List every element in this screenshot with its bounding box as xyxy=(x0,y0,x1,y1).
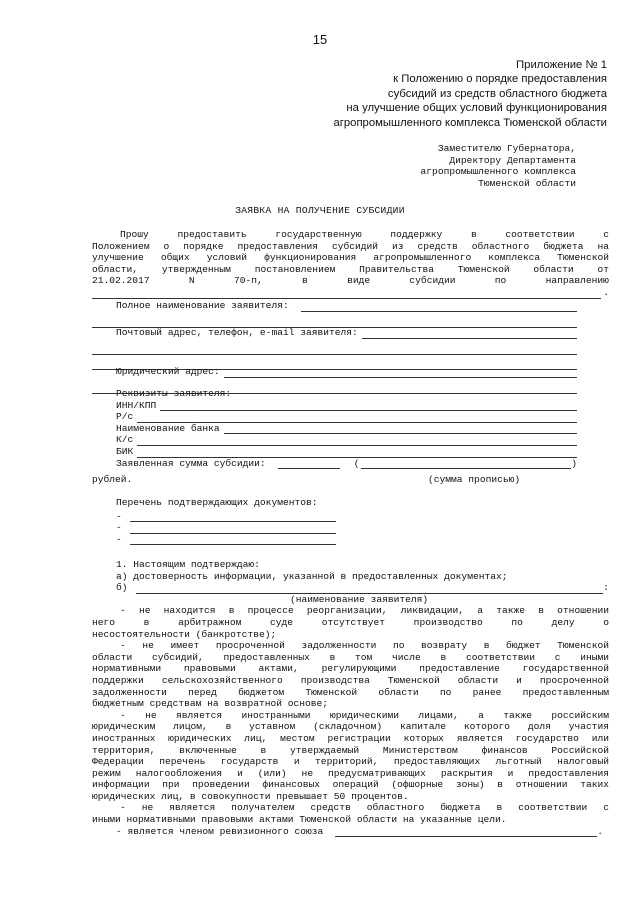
confirm-text-line: поддержки сельскохозяйственного производства Тюменской области и просроченной xyxy=(92,674,609,686)
confirm-block xyxy=(92,559,609,837)
dash: - xyxy=(116,522,122,534)
legal-address-label: Юридический адрес: xyxy=(116,366,220,377)
period: . xyxy=(597,825,603,837)
confirm-text-line: - не является получателем средств областного бюджета в соответствии с xyxy=(120,802,609,814)
period: . xyxy=(603,286,609,298)
requisites-block xyxy=(116,388,577,469)
paren: ) xyxy=(571,457,577,469)
documents-block xyxy=(116,497,346,545)
full-name-field[interactable] xyxy=(301,302,577,312)
rubles-label: рублей. xyxy=(92,474,133,485)
number-sign: N xyxy=(188,275,195,287)
inn-field[interactable] xyxy=(160,401,577,411)
appendix-line: на улучшение общих условий функционирования xyxy=(346,102,607,115)
confirm-text-line: Федерации перечень государств и территорий, предоставляющих льготный налоговый xyxy=(92,756,609,768)
bank-field[interactable] xyxy=(224,424,577,434)
intro-word: субсидии xyxy=(409,275,456,287)
amount-field[interactable] xyxy=(278,459,340,469)
confirm-heading: 1. Настоящим подтверждаю: xyxy=(116,559,260,570)
intro-word: по xyxy=(494,275,507,287)
confirm-text-line: иностранных юридических лиц, местом регистрации которых является государство или xyxy=(92,732,609,744)
intro-paragraph xyxy=(92,229,609,299)
intro-line: Положением о порядке предоставления субсидий из средств областного бюджета на xyxy=(92,240,609,252)
postal-block xyxy=(92,327,577,370)
confirm-text-line: режим налогообложения и (или) не предусматривающих раскрытия и предоставления xyxy=(92,767,609,779)
confirm-text-line: - не находится в процессе реорганизации, ликвидации, а также в отношении xyxy=(120,605,609,617)
confirm-text-line: области субсидий, предоставленных в том числе в соответствии с иными xyxy=(92,651,609,663)
applicant-name-field[interactable] xyxy=(136,584,604,594)
rs-field[interactable] xyxy=(137,413,577,423)
confirm-text-line: бюджетным средствам на возвратной основе; xyxy=(92,698,329,710)
addressee-block xyxy=(421,143,576,189)
paren: ( xyxy=(353,457,360,469)
ks-field[interactable] xyxy=(137,436,577,446)
postal-field-2[interactable] xyxy=(92,343,577,355)
rs-label: Р/с xyxy=(116,411,134,423)
appendix-line: к Положению о порядке предоставления xyxy=(393,73,607,86)
addressee-line: Директору Департамента xyxy=(449,154,576,166)
document-title: ЗАЯВКА НА ПОЛУЧЕНИЕ СУБСИДИИ xyxy=(235,205,405,216)
confirm-text-line: задолженности перед бюджетом Тюменской области по ранее предоставленным xyxy=(92,686,609,698)
direction-line xyxy=(92,287,609,299)
dash: - xyxy=(116,510,122,522)
confirm-text-line: информации при проведении финансовых операций (офшорные зоны) в отношении таких xyxy=(92,779,609,791)
intro-line: Прошу предоставить государственную поддержку в соответствии с xyxy=(120,229,609,240)
requisites-label: Реквизиты заявителя: xyxy=(116,388,232,399)
intro-line xyxy=(92,275,609,287)
intro-line: области, утвержденным постановлением Правительства Тюменской области от xyxy=(92,263,609,275)
resolution-date: 21.02.2017 xyxy=(92,275,150,287)
postal-label: Почтовый адрес, телефон, e-mail заявителя: xyxy=(116,327,358,338)
amount-words-caption: (сумма прописью) xyxy=(428,474,521,485)
bik-field[interactable] xyxy=(137,448,577,458)
bank-label: Наименование банка xyxy=(116,422,220,434)
appendix-line: агропромышленного комплекса Тюменской области xyxy=(333,116,607,129)
direction-field[interactable] xyxy=(92,289,601,299)
dash: - xyxy=(116,533,122,545)
appendix-line: Приложение № 1 xyxy=(516,59,607,71)
inn-label: ИНН/КПП xyxy=(116,399,157,411)
amount-words-field[interactable] xyxy=(361,459,571,469)
audit-union-field[interactable] xyxy=(335,827,597,837)
confirm-text-line: - не имеет просроченной задолженности по возврату в бюджет Тюменской xyxy=(120,640,609,652)
confirm-item-b: б) xyxy=(116,582,128,594)
appendix-header xyxy=(333,58,607,130)
intro-line: улучшение общих условий функционирования агропромышленного комплекса Тюменской xyxy=(92,252,609,264)
confirm-text-line: него в арбитражном суде отсутствует производство по делу о xyxy=(92,616,609,628)
addressee-line: Заместителю Губернатора, xyxy=(437,143,576,154)
page-number: 15 xyxy=(312,32,328,47)
appendix-line: субсидий из средств областного бюджета xyxy=(387,87,607,100)
confirm-text-line: - не является иностранными юридическими лицами, а также российским xyxy=(120,709,609,721)
intro-word: виде xyxy=(347,275,371,287)
colon: : xyxy=(603,582,609,594)
document-field[interactable] xyxy=(130,524,336,534)
confirm-text-line: юридических лиц, в совокупности превышает 50 процентов. xyxy=(92,790,409,802)
intro-word: в xyxy=(302,275,308,287)
full-name-label: Полное наименование заявителя: xyxy=(116,300,289,311)
resolution-number: 70-п, xyxy=(233,275,263,287)
confirm-text-line: территория, включенные в утверждаемый Министерством финансов Российской xyxy=(92,744,609,756)
bik-label: БИК xyxy=(116,445,134,457)
confirm-item-a: а) достоверность информации, указанной в предоставленных документах; xyxy=(116,570,508,582)
addressee-line: агропромышленного комплекса xyxy=(420,166,576,178)
applicant-name-caption: (наименование заявителя) xyxy=(290,593,429,605)
documents-heading: Перечень подтверждающих документов: xyxy=(116,497,318,508)
confirm-text-line: иными нормативными правовыми актами Тюменской области на указанные цели. xyxy=(92,814,507,826)
document-field[interactable] xyxy=(130,512,336,522)
intro-word: направлению xyxy=(545,275,609,287)
full-name-field-2[interactable] xyxy=(92,316,577,328)
ks-label: К/с xyxy=(116,434,134,446)
addressee-line: Тюменской области xyxy=(478,177,576,189)
document-field[interactable] xyxy=(130,535,336,545)
confirm-text-line: несостоятельности (банкротстве); xyxy=(92,628,277,640)
full-name-block xyxy=(92,300,577,328)
legal-address-field[interactable] xyxy=(224,368,577,378)
audit-union-label: - является членом ревизионного союза xyxy=(116,825,324,837)
confirm-text-line: юридическим лицом, в уставном (складочном) капитале которого доля участия xyxy=(92,721,609,733)
postal-field[interactable] xyxy=(362,329,577,339)
amount-label: Заявленная сумма субсидии: xyxy=(116,457,266,469)
confirm-text-line: нормативными правовыми актами, регулирующими предоставление государственной xyxy=(92,663,609,675)
